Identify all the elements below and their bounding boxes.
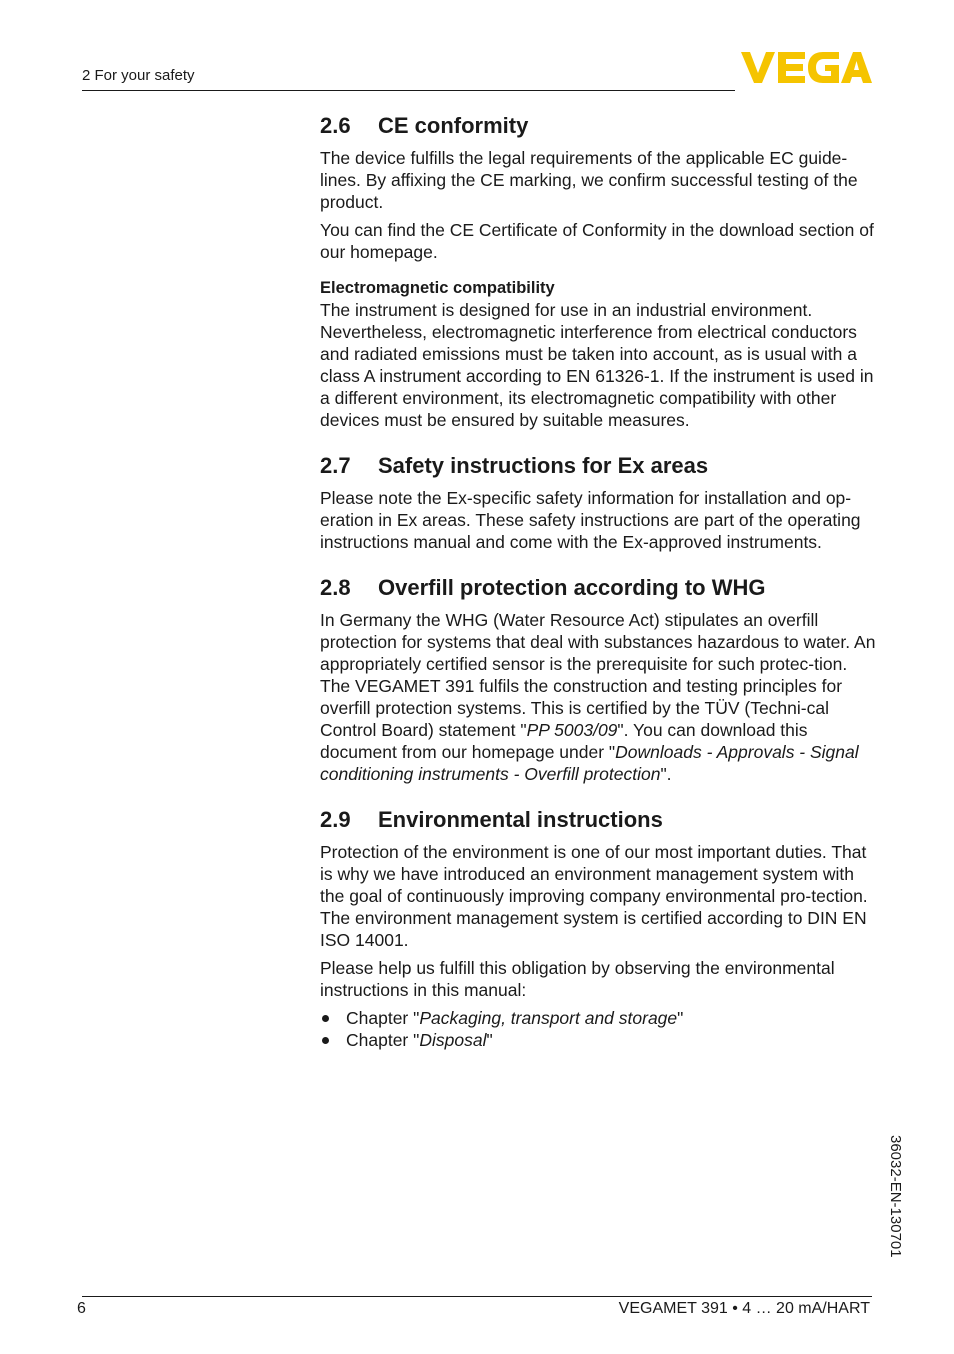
paragraph: Protection of the environment is one of our most important duties. That is why we have introduced an environment management system with the goal of continuously improving company environmental pro-tection. The environment management system is certified according to DIN EN ISO 14001. (320, 842, 868, 950)
section-heading (320, 111, 880, 141)
bullet-icon (322, 1015, 329, 1022)
paragraph: In Germany the WHG (Water Resource Act) stipulates an overfill protection for systems that deal with substances hazardous to water. An appropriately certified sensor is the prerequisite for such protec-tion. The VEGAMET 391 fulfils the construction and testing principles for overfill protection systems. This is certified by the TÜV (Techni-cal Control Board) statement "PP 5003/09". You can download this document from our homepage under "Downloads - Approvals - Signal conditioning instruments - Overfill protection". (320, 610, 876, 784)
section-safety-ex-areas (320, 451, 880, 553)
section-ce-conformity (320, 111, 880, 431)
paragraph: The instrument is designed for use in an industrial environment. Nevertheless, electromagnetic interference from electrical conductors and radiated emissions must be taken into account, as is usual with a class A instrument according to EN 61326-1. If the instrument is used in a different environment, its electromagnetic compatibility with other devices must be ensured by suitable measures. (320, 300, 874, 430)
section-title: Environmental instructions (378, 807, 663, 832)
list-item: Chapter "Disposal" (320, 1029, 880, 1051)
list-item: Chapter "Packaging, transport and storage" (320, 1007, 880, 1029)
page-number: 6 (77, 1300, 86, 1317)
bullet-list (320, 1007, 880, 1051)
section-title: Safety instructions for Ex areas (378, 453, 709, 478)
section-heading (320, 805, 880, 835)
document-code: 36032-EN-130701 (887, 1135, 904, 1258)
section-title: Overfill protection according to WHG (378, 575, 766, 600)
header-divider (82, 90, 735, 91)
section-environmental (320, 805, 880, 1051)
section-title: CE conformity (378, 113, 529, 138)
section-number: 2.7 (320, 453, 351, 478)
subheading: Electromagnetic compatibility (320, 279, 555, 297)
section-number: 2.9 (320, 807, 351, 832)
bullet-icon (322, 1037, 329, 1044)
footer-product: VEGAMET 391 • 4 … 20 mA/HART (618, 1300, 870, 1317)
paragraph: The device fulfills the legal requirements of the applicable EC guide-lines. By affixing the CE marking, we confirm successful testing of the product. (320, 148, 858, 212)
paragraph: Please note the Ex-specific safety information for installation and op-eration in Ex areas. These safety instructions are part of the operating instructions manual and come with the Ex-approved instruments. (320, 488, 861, 552)
running-header: 2 For your safety (82, 67, 195, 84)
footer-divider (82, 1296, 872, 1297)
paragraph: Please help us fulfill this obligation by observing the environmental instructions in this manual: (320, 958, 835, 1000)
section-heading (320, 451, 880, 481)
section-heading (320, 573, 880, 603)
paragraph: You can find the CE Certificate of Conformity in the download section of our homepage. (320, 220, 874, 262)
section-number: 2.8 (320, 575, 351, 600)
section-number: 2.6 (320, 113, 351, 138)
section-overfill-protection (320, 573, 880, 785)
vega-logo (741, 52, 872, 83)
